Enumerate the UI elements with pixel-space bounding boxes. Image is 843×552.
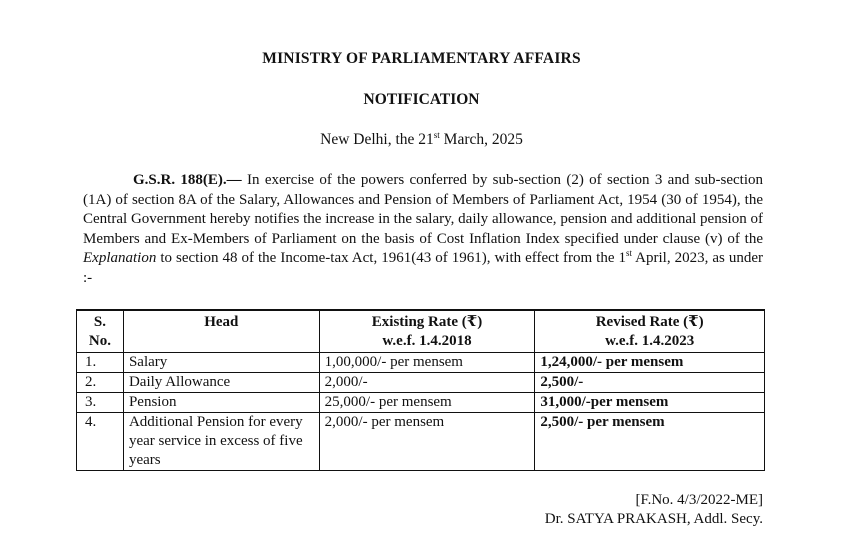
date-suffix: March, 2025 <box>439 131 523 148</box>
header-revised-line2: w.e.f. 1.4.2023 <box>605 333 695 349</box>
header-existing-line1: Existing Rate (₹) <box>371 314 483 330</box>
row-head: Additional Pension for every year service in excess of five years <box>123 413 319 471</box>
table-header-row <box>77 310 765 353</box>
header-head: Head <box>123 310 319 353</box>
header-existing-rate <box>319 310 535 353</box>
body-text-part1: In exercise of the powers conferred by sub-section (2) of section 3 and sub-section (1A) of section 8A of the Salary, Allowances and Pension of Members of Parliament Act, 1954 (30 of 1954), the Central Government hereby notifies the increase in the salary, daily allowance, pension and additional pension of Members and Ex-Members of Parliament on the basis of Cost Inflation Index specified under clause (v) of the <box>83 172 763 247</box>
row-sno: 2. <box>77 373 124 393</box>
table-row <box>77 413 765 471</box>
notification-body <box>83 171 763 289</box>
row-existing-rate: 2,000/- per mensem <box>319 413 535 471</box>
table-row <box>77 353 765 373</box>
notification-heading: NOTIFICATION <box>363 91 480 108</box>
row-existing-rate: 25,000/- per mensem <box>319 393 535 413</box>
header-revised-line1: Revised Rate (₹) <box>595 314 704 330</box>
body-superscript: st <box>625 248 632 259</box>
row-revised-rate: 2,500/- per mensem <box>535 413 765 471</box>
explanation-term: Explanation <box>83 250 157 267</box>
row-existing-rate: 2,000/- <box>319 373 535 393</box>
row-sno: 3. <box>77 393 124 413</box>
header-sno: S. No. <box>77 310 124 353</box>
row-existing-rate: 1,00,000/- per mensem <box>319 353 535 373</box>
row-revised-rate: 2,500/- <box>535 373 765 393</box>
dateline <box>0 131 843 149</box>
ministry-heading: MINISTRY OF PARLIAMENTARY AFFAIRS <box>262 50 581 67</box>
row-head: Salary <box>123 353 319 373</box>
row-revised-rate: 31,000/-per mensem <box>535 393 765 413</box>
table-row <box>77 373 765 393</box>
header-existing-line2: w.e.f. 1.4.2018 <box>382 333 472 349</box>
row-revised-rate: 1,24,000/- per mensem <box>535 353 765 373</box>
row-sno: 4. <box>77 413 124 471</box>
body-text-part3: April, 2023, as under :- <box>83 250 763 286</box>
date-superscript: st <box>433 130 440 140</box>
signatory: Dr. SATYA PRAKASH, Addl. Secy. <box>544 511 763 527</box>
file-number: [F.No. 4/3/2022-ME] <box>635 492 763 508</box>
header-revised-rate <box>535 310 765 353</box>
row-head: Pension <box>123 393 319 413</box>
date-prefix: New Delhi, the 21 <box>320 131 434 148</box>
row-sno: 1. <box>77 353 124 373</box>
row-head: Daily Allowance <box>123 373 319 393</box>
table-row <box>77 393 765 413</box>
gsr-number: G.S.R. 188(E).— <box>133 172 242 188</box>
body-text-part2: to section 48 of the Income-tax Act, 1961(43 of 1961), with effect from the 1 <box>156 250 626 267</box>
rates-table <box>76 309 765 471</box>
